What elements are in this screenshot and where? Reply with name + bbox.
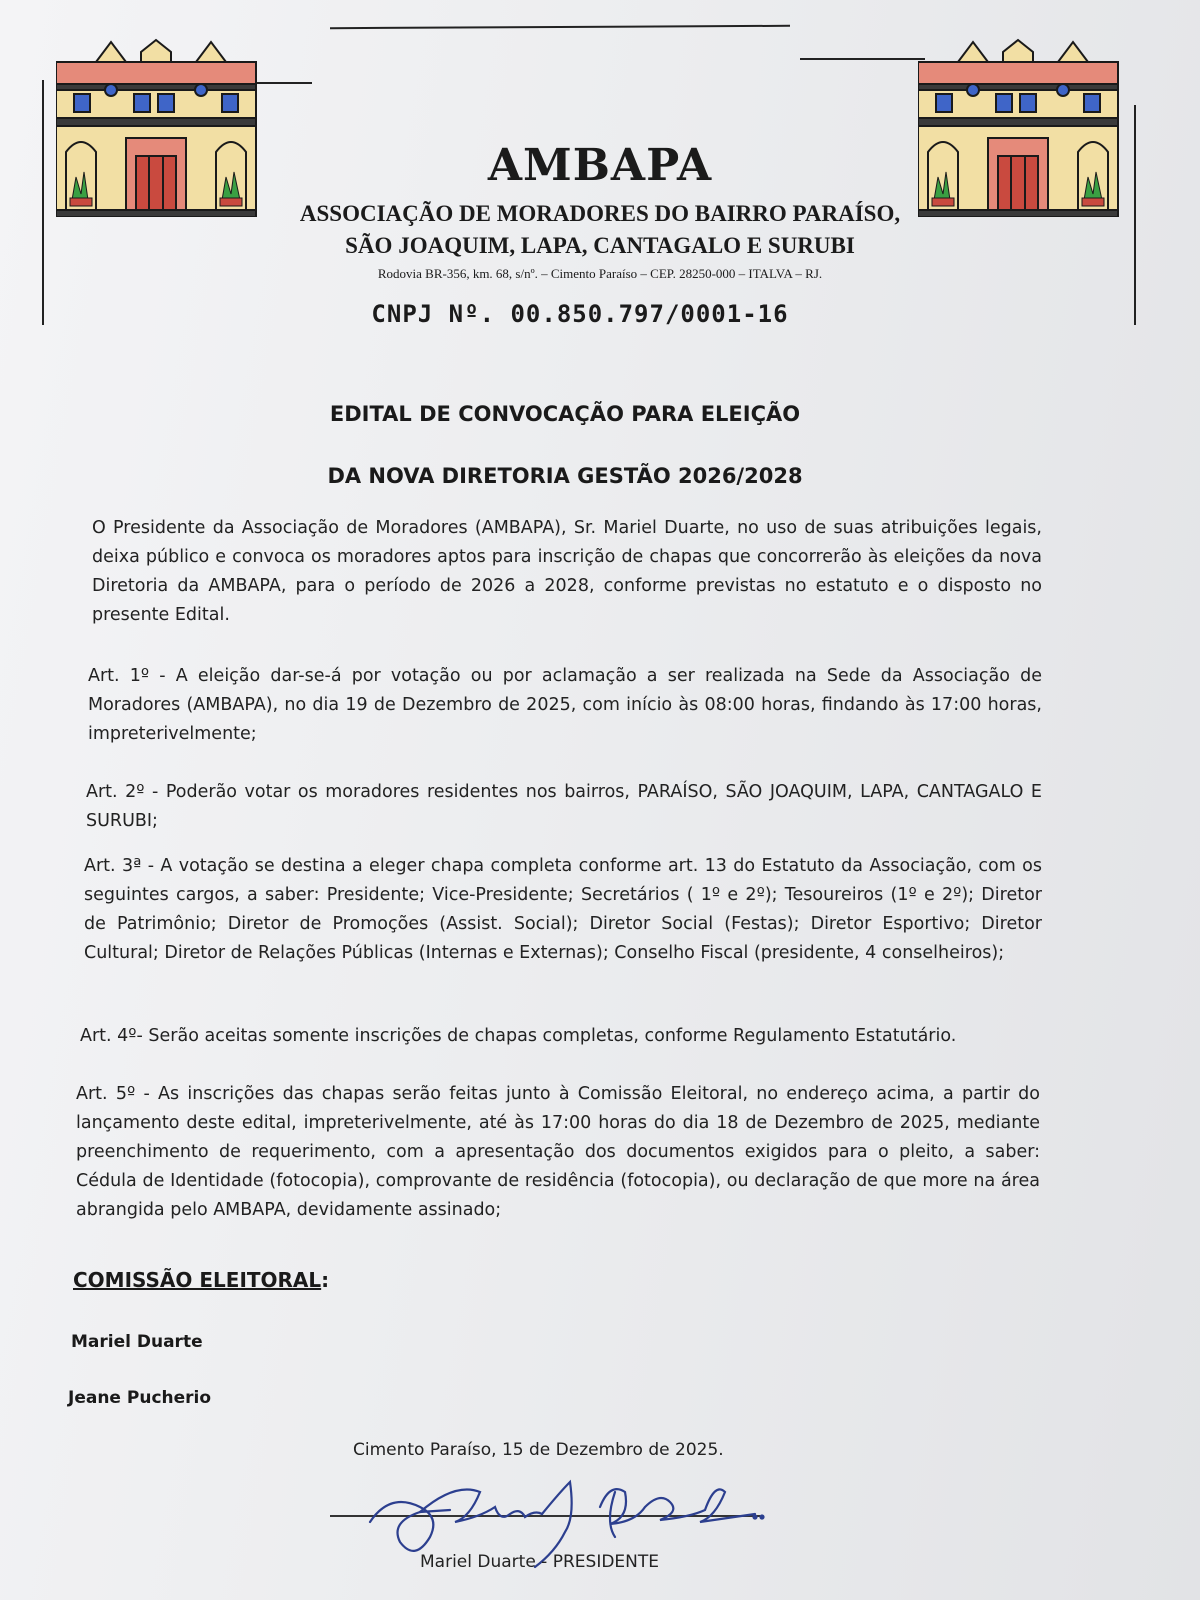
intro-paragraph: O Presidente da Associação de Moradores (AMBAPA), Sr. Mariel Duarte, no uso de suas atribuições legais, deixa público e convoca os moradores aptos para inscrição de chapas que concorrerão às eleições da nova Diretoria da AMBAPA, para o período de 2026 a 2028, conforme previstas no estatuto e o disposto no presente Edital. (92, 518, 1042, 625)
article-3: Art. 3ª - A votação se destina a eleger chapa completa conforme art. 13 do Estatuto da Associação, com os seguintes cargos, a saber: Presidente; Vice-Presidente; Secretários ( 1º e 2º); Tesoureiros (1º e 2º); Diretor de Patrimônio; Diretor de Promoções (Assist. Social); Diretor Social (Festas); Diretor Esportivo; Diretor Cultural; Diretor de Relações Públicas (Internas e Externas); Conselho Fiscal (presidente, 4 conselheiros); (84, 856, 1042, 963)
org-address: Rodovia BR-356, km. 68, s/nº. – Cimento Paraíso – CEP. 28250-000 – ITALVA – RJ. (377, 266, 823, 281)
header-top-rule (330, 25, 790, 29)
commission-heading-text: COMISSÃO ELEITORAL (73, 1268, 322, 1292)
place-and-date: Cimento Paraíso, 15 de Dezembro de 2025. (353, 1440, 724, 1460)
org-full-name-line2: SÃO JOAQUIM, LAPA, CANTAGALO E SURUBI (345, 233, 855, 258)
commission-member: Jeane Pucherio (68, 1388, 212, 1408)
commission-heading-colon: : (321, 1268, 330, 1292)
notice-title-line1: EDITAL DE CONVOCAÇÃO PARA ELEIÇÃO (329, 402, 801, 426)
commission-heading (73, 1268, 329, 1292)
article-2: Art. 2º - Poderão votar os moradores residentes nos bairros, PARAÍSO, SÃO JOAQUIM, LAPA, CANTAGALO E SURUBI; (86, 782, 1042, 831)
org-name: AMBAPA (487, 140, 713, 191)
org-full-name (0, 198, 1200, 262)
notice-title-line2: DA NOVA DIRETORIA GESTÃO 2026/2028 (327, 464, 803, 488)
org-full-name-line1: ASSOCIAÇÃO DE MORADORES DO BAIRRO PARAÍSO, (299, 201, 901, 226)
article-4: Art. 4º- Serão aceitas somente inscrições de chapas completas, conforme Regulamento Estatutário. (80, 1026, 957, 1046)
header-right-tick (800, 58, 925, 60)
commission-member: Mariel Duarte (71, 1332, 203, 1352)
article-5: Art. 5º - As inscrições das chapas serão feitas junto à Comissão Eleitoral, no endereço acima, a partir do lançamento deste edital, impreterivelmente, até às 17:00 horas do dia 18 de Dezembro de 2025, mediante preenchimento de requerimento, com a apresentação dos documentos exigidos para o pleito, a saber: Cédula de Identidade (fotocopia), comprovante de residência (fotocopia), ou declaração de que more na área abrangida pelo AMBAPA, devidamente assinado; (76, 1084, 1040, 1220)
org-cnpj: CNPJ Nº. 00.850.797/0001-16 (371, 300, 789, 328)
article-1: Art. 1º - A eleição dar-se-á por votação ou por aclamação a ser realizada na Sede da Associação de Moradores (AMBAPA), no dia 19 de Dezembro de 2025, com início às 08:00 horas, findando às 17:00 horas, impreterivelmente; (88, 666, 1042, 744)
signer-name: Mariel Duarte - PRESIDENTE (420, 1552, 660, 1572)
